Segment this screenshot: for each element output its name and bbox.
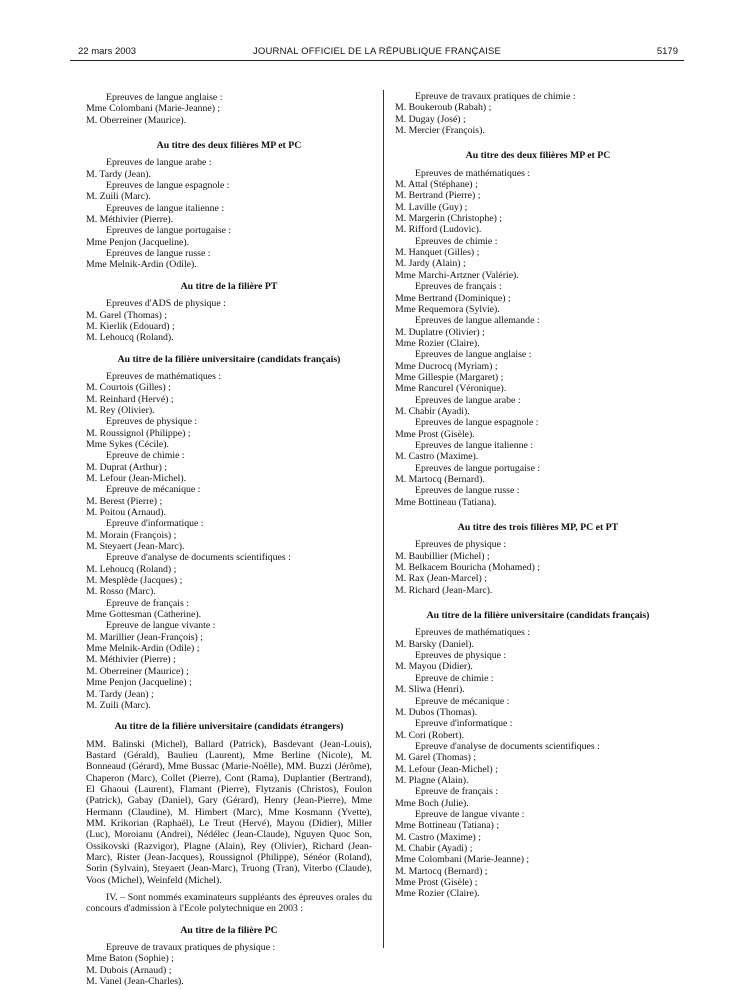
examiner-name: Mme Requemora (Sylvie).	[395, 303, 500, 315]
examiner-name: M. Oberreiner (Maurice) ;	[86, 665, 189, 677]
exam-label: Epreuve de travaux pratiques de chimie :	[415, 91, 576, 102]
exam-label: Epreuve de langue vivante :	[415, 808, 525, 820]
exam-label: Epreuves de langue anglaise :	[106, 92, 223, 103]
examiner-name: M. Martocq (Bernard) ;	[395, 865, 488, 877]
exam-label: Epreuves de langue espagnole :	[415, 417, 539, 429]
exam-label: Epreuve de chimie :	[106, 450, 185, 462]
block	[395, 168, 681, 508]
examiner-name: Mme Gottesman (Catherine).	[86, 609, 202, 621]
exam-label: Epreuves de langue arabe :	[415, 394, 521, 406]
examiner-name: M. Roussignol (Philippe) ;	[86, 427, 191, 439]
examiner-name: Mme Bottineau (Tatiana).	[395, 496, 497, 508]
examiner-name: M. Berest (Pierre) ;	[86, 495, 163, 507]
examiner-name: M. Attal (Stéphane) ;	[395, 179, 478, 191]
exam-label: Epreuve de mécanique :	[415, 695, 510, 707]
exam-label: Epreuves de langue italienne :	[106, 202, 225, 214]
exam-label: Epreuves de mathématiques :	[415, 167, 531, 179]
section-heading: Au titre de la filière universitaire (candidats français)	[426, 610, 650, 622]
exam-label: Epreuve d'informatique :	[106, 518, 204, 530]
examiner-name: M. Garel (Thomas) ;	[86, 309, 168, 321]
exam-label: Epreuves de chimie :	[415, 235, 498, 247]
examiner-name: Mme Melnik-Ardin (Odile).	[86, 259, 197, 271]
examiner-name: M. Hanquet (Gilles) ;	[395, 247, 480, 259]
examiner-name: Mme Melnik-Ardin (Odile) ;	[86, 643, 200, 655]
examiner-name: M. Zuili (Marc).	[86, 191, 151, 203]
examiner-name: M. Morain (François) ;	[86, 529, 177, 541]
right-column	[395, 91, 681, 900]
examiner-name: M. Jardy (Alain) ;	[395, 258, 466, 270]
block	[86, 92, 372, 126]
examiner-name: M. Kierlik (Edouard) ;	[86, 320, 175, 332]
examiner-name: Mme Sykes (Cécile).	[86, 438, 169, 450]
exam-label: Epreuve de travaux pratiques de physique :	[106, 942, 276, 954]
block	[86, 298, 372, 343]
examiner-name: M. Courtois (Gilles) ;	[86, 382, 171, 394]
examiner-name: M. Dubois (Arnaud) ;	[86, 964, 172, 976]
exam-label: Epreuves de physique :	[415, 539, 507, 551]
examiner-name: M. Lehoucq (Roland).	[86, 332, 174, 344]
exam-label: Epreuves de langue anglaise :	[415, 349, 532, 361]
examiner-name: Mme Prost (Gisèle).	[395, 428, 475, 440]
exam-label: Epreuves de physique :	[106, 416, 198, 428]
examiner-name: M. Baubillier (Michel) ;	[395, 550, 490, 562]
examiner-name: M. Rifford (Ludovic).	[395, 224, 482, 236]
exam-label: Epreuves de langue portugaise :	[415, 462, 541, 474]
journal-title: JOURNAL OFFICIEL DE LA RÉPUBLIQUE FRANÇAISE	[252, 46, 502, 57]
exam-label: Epreuve d'informatique :	[415, 718, 513, 730]
examiner-name: M. Rey (Olivier).	[86, 404, 155, 416]
examiner-name: M. Oberreiner (Maurice).	[86, 114, 187, 126]
page-number: 5179	[656, 46, 678, 57]
examiner-name: M. Rax (Jean-Marcel) ;	[395, 573, 487, 585]
column-divider	[383, 90, 384, 948]
examiner-name: Mme Bottineau (Tatiana) ;	[395, 820, 500, 832]
exam-label: Epreuves de mathématiques :	[415, 627, 531, 639]
examiner-name: Mme Ducrocq (Myriam) ;	[395, 360, 498, 372]
examiner-name: M. Chabir (Ayadi).	[395, 405, 470, 417]
left-column	[86, 92, 372, 987]
exam-label: Epreuve de français :	[415, 786, 498, 798]
header-date: 22 mars 2003	[78, 46, 137, 57]
examiner-name: M. Plagne (Alain).	[395, 774, 469, 786]
exam-label: Epreuves de langue espagnole :	[106, 180, 230, 192]
examiner-name: Mme Bertrand (Dominique) ;	[395, 292, 511, 304]
examiner-name: Mme Marchi-Artzner (Valérie).	[395, 269, 519, 281]
examiner-name: M. Marillier (Jean-François) ;	[86, 631, 203, 643]
examiner-name: M. Richard (Jean-Marc).	[395, 584, 493, 596]
examiner-name: M. Bertrand (Pierre) ;	[395, 190, 481, 202]
examiner-name: M. Tardy (Jean) ;	[86, 688, 154, 700]
section-heading: Au titre de la filière PC	[180, 924, 278, 936]
examiner-name: M. Garel (Thomas) ;	[395, 752, 477, 764]
examiner-name: Mme Rozier (Claire).	[395, 888, 480, 900]
examiner-name: M. Reinhard (Hervé) ;	[86, 393, 174, 405]
examiner-name: M. Boukeroub (Rabah) ;	[395, 102, 492, 114]
examiner-name: Mme Colombani (Marie-Jeanne) ;	[86, 103, 221, 115]
examiner-name: Mme Rozier (Claire).	[395, 337, 480, 349]
examiner-name: M. Dugay (José) ;	[395, 113, 466, 125]
examiner-name: M. Lefour (Jean-Michel) ;	[395, 763, 498, 775]
examiner-name: Mme Penjon (Jacqueline).	[86, 236, 190, 248]
block	[86, 942, 372, 987]
exam-label: Epreuves de langue allemande :	[415, 315, 540, 327]
exam-label: Epreuve de langue vivante :	[106, 620, 216, 632]
exam-label: Epreuve de français :	[106, 597, 189, 609]
examiner-name: M. Cori (Robert).	[395, 729, 465, 741]
examiner-name: M. Tardy (Jean).	[86, 168, 151, 180]
examiner-name: M. Belkacem Bouricha (Mohamed) ;	[395, 562, 541, 574]
examiner-name: M. Vanel (Jean-Charles).	[86, 976, 184, 988]
examiner-name: M. Duplatre (Olivier) ;	[395, 326, 485, 338]
article-iv-paragraph: IV. – Sont nommés examinateurs suppléants des épreuves orales du concours d'admission à l'Ecole polytechnique en 2003 :	[86, 892, 372, 915]
exam-label: Epreuves de langue russe :	[106, 248, 211, 260]
exam-label: Epreuves de langue russe :	[415, 485, 520, 497]
examiner-name: M. Méthivier (Pierre) ;	[86, 654, 176, 666]
examiner-name: M. Margerin (Christophe) ;	[395, 213, 503, 225]
exam-label: Epreuves de physique :	[415, 650, 507, 662]
section-heading: Au titre des deux filières MP et PC	[465, 150, 611, 162]
section-heading: Au titre des trois filières MP, PC et PT	[457, 522, 619, 534]
examiner-name: M. Castro (Maxime) ;	[395, 831, 481, 843]
examiner-name: Mme Penjon (Jacqueline) ;	[86, 677, 192, 689]
examiner-name: M. Castro (Maxime).	[395, 451, 479, 463]
exam-label: Epreuves de français :	[415, 281, 502, 293]
exam-label: Epreuves de langue italienne :	[415, 439, 534, 451]
block	[395, 91, 681, 136]
examiner-name: M. Méthivier (Pierre).	[86, 214, 174, 226]
examiner-name: M. Poitou (Arnaud).	[86, 507, 167, 518]
block	[395, 539, 681, 596]
exam-label: Epreuves de langue portugaise :	[106, 225, 232, 237]
examiner-name: M. Martocq (Bernard).	[395, 474, 485, 485]
examiner-name: Mme Boch (Julie).	[395, 797, 469, 809]
examiner-name: M. Lefour (Jean-Michel).	[86, 472, 187, 484]
exam-label: Epreuve d'analyse de documents scientifiques :	[415, 740, 600, 752]
block	[86, 157, 372, 270]
examiner-name: M. Mesplède (Jacques) ;	[86, 575, 183, 587]
examiner-name: Mme Colombani (Marie-Jeanne) ;	[395, 854, 530, 866]
examiner-name: M. Dubos (Thomas).	[395, 706, 478, 718]
exam-label: Epreuves de langue arabe :	[106, 157, 212, 169]
exam-label: Epreuves d'ADS de physique :	[106, 298, 226, 310]
block	[395, 627, 681, 899]
exam-label: Epreuves de mathématiques :	[106, 370, 222, 382]
examiner-name: M. Chabir (Ayadi) ;	[395, 842, 473, 854]
examiner-name: Mme Rancurel (Véronique).	[395, 383, 507, 395]
section-heading: Au titre de la filière universitaire (candidats étrangers)	[114, 721, 344, 733]
examiner-name: M. Rosso (Marc).	[86, 586, 156, 598]
examiner-name: M. Laville (Guy) ;	[395, 201, 468, 213]
examiner-name: Mme Gillespie (Margaret) ;	[395, 371, 504, 383]
examiner-name: M. Lehoucq (Roland) ;	[86, 563, 177, 575]
examiner-name: M. Sliwa (Henri).	[395, 684, 465, 696]
examiner-name: M. Barsky (Daniel).	[395, 638, 474, 650]
examiner-name: M. Steyaert (Jean-Marc).	[86, 541, 185, 553]
examiner-name: M. Mayou (Didier).	[395, 661, 473, 673]
examiner-name: M. Mercier (François).	[395, 125, 485, 137]
exam-label: Epreuve de chimie :	[415, 672, 494, 684]
examiner-name: Mme Prost (Gisèle) ;	[395, 877, 478, 888]
section-heading: Au titre des deux filières MP et PC	[156, 140, 302, 152]
examiner-name: M. Duprat (Arthur) ;	[86, 461, 168, 473]
exam-label: Epreuve de mécanique :	[106, 484, 201, 496]
exam-label: Epreuve d'analyse de documents scientifiques :	[106, 552, 291, 564]
examiner-name: Mme Baton (Sophie) ;	[86, 953, 174, 965]
foreign-examiners-paragraph: MM. Balinski (Michel), Ballard (Patrick), Basdevant (Jean-Louis), Bastard (Gérald), Baulieu (Laurent), Mme Berline (Nicole), M. Bonneaud (Gérard), Mme Bussac (Marie-Noëlle), MM. Buzzi (Jérôme), Chaperon (Marc), Collet (Pierre), Cont (Rama), Duplantier (Bertrand), El Ghaoui (Laurent), Flamant (Pierre), Flytzanis (Christos), Foulon (Patrick), Gabay (Daniel), Gary (Gérard), Henry (Jean-Pierre), Mme Hermann (Claudine), M. Himbert (Marc), Mme Kosmann (Yvette), MM. Krikorian (Raphaël), Le Treut (Hervé), Mayou (Didier), Miller (Luc), Moroianu (Andrei), Nédélec (Jean-Claude), Nguyen Quoc Son, Ossikovski (Razvigor), Plagne (Alain), Rey (Olivier), Richard (Jean-Marc), Rister (Jean-Jacques), Roussignol (Philippe), Sénéor (Roland), Sorin (Sylvain), Steyaert (Jean-Marc), Truong (Tran), Viterbo (Claude), Voos (Michel), Weinfeld (Michel).	[86, 738, 372, 886]
section-heading: Au titre de la filière PT	[180, 280, 278, 292]
section-heading: Au titre de la filière universitaire (candidats français)	[117, 353, 341, 365]
examiner-name: M. Zuili (Marc).	[86, 699, 151, 711]
running-header	[70, 44, 684, 61]
block	[86, 371, 372, 711]
